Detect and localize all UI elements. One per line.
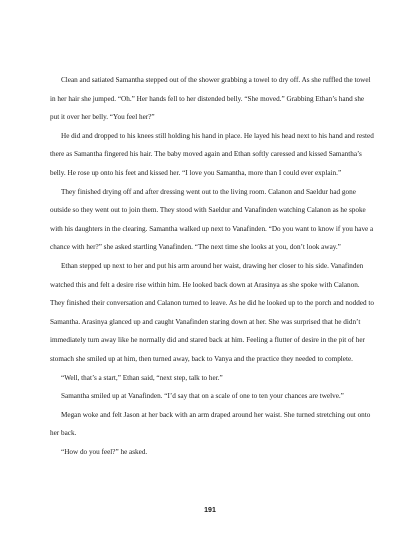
body-text	[50, 71, 375, 461]
paragraph: They finished drying off and after dressing went out to the living room. Calanon and Saeldur had gone outside so they went out to join them. They stood with Saeldur and Vanafinden watching Calanon as he spoke with his daughters in the clearing. Samantha walked up next to Vanafinden. “Do you want to know if you have a chance with her?” she asked startling Vanafinden. “The next time she looks at you, don’t look away.”	[50, 187, 374, 252]
paragraph: Clean and satiated Samantha stepped out of the shower grabbing a towel to dry off. As she ruffled the towel in her hair she jumped. “Oh.” Her hands fell to her distended belly. “She moved.” Grabbing Ethan’s hand she put it over her belly. “You feel her?”	[50, 76, 371, 122]
paragraph: Ethan stepped up next to her and put his arm around her waist, drawing her closer to his side. Vanafinden watched this and felt a desire rise within him. He looked back down at Arasinya as she spoke with Calanon. They finished their conversation and Calanon turned to leave. As he did he looked up to the porch and nodded to Samantha. Arasinya glanced up and caught Vanafinden staring down at her. She was surprised that he didn’t immediately turn away like he normally did and stared back at him. Feeling a flutter of desire in the pit of her stomach she smiled up at him, then turned away, back to Vanya and the practice they needed to complete.	[50, 261, 374, 363]
paragraph: He did and dropped to his knees still holding his hand in place. He layed his head next to his hand and rested there as Samantha fingered his hair. The baby moved again and Ethan softly caressed and kissed Samantha’s belly. He rose up onto his feet and kissed her. “I love you Samantha, more than I could ever explain.”	[50, 131, 374, 177]
paragraph: Samantha smiled up at Vanafinden. “I’d say that on a scale of one to ten your chances are twelve.”	[61, 392, 344, 401]
paragraph: Megan woke and felt Jason at her back with an arm draped around her waist. She turned stretching out onto her back.	[50, 410, 371, 438]
page-number: 191	[204, 507, 216, 514]
paragraph: “Well, that’s a start,” Ethan said, “next step, talk to her.”	[61, 373, 223, 382]
paragraph: “How do you feel?” he asked.	[61, 447, 148, 456]
